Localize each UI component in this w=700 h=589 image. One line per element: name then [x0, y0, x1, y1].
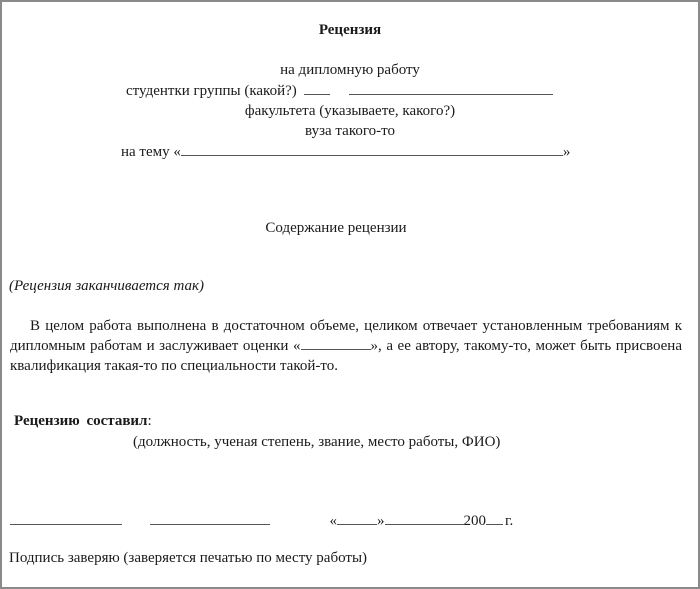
reviewer-label-line: [14, 412, 152, 430]
reviewer-label: Рецензию составил: [14, 413, 148, 429]
date-close-quote: »: [377, 513, 385, 529]
reviewer-details: (должность, ученая степень, звание, место работы, ФИО): [133, 434, 501, 450]
ending-note: (Рецензия заканчивается так): [9, 278, 205, 294]
group-number-blank[interactable]: [304, 82, 330, 95]
topic-blank[interactable]: [181, 143, 563, 156]
date-open-quote: «: [329, 513, 337, 529]
signature-blank[interactable]: [10, 512, 122, 525]
month-blank[interactable]: [385, 512, 464, 525]
certification-note: Подпись заверяю (заверяется печатью по месту работы): [9, 550, 368, 566]
header-line-group: [126, 82, 553, 100]
signature-row: [10, 512, 700, 530]
header-line-topic: [121, 143, 570, 161]
grade-blank[interactable]: [301, 337, 371, 350]
document-title: Рецензия: [318, 22, 382, 38]
conclusion-text-1: В целом работа выполнена в достаточном объеме, целиком отвечает установленным требованиям к дипломным работам и заслуживает оценки «: [10, 318, 682, 354]
section-heading: Содержание рецензии: [265, 220, 407, 236]
date-group: [330, 512, 514, 530]
group-label: студентки группы (какой?): [126, 83, 297, 99]
topic-label: на тему «: [121, 144, 181, 160]
year-prefix: 200: [463, 513, 486, 529]
header-line-thesis: на дипломную работу: [280, 62, 420, 78]
year-suffix: г.: [505, 513, 514, 529]
conclusion-paragraph: [10, 316, 682, 376]
year-blank[interactable]: [486, 512, 503, 525]
name-blank[interactable]: [150, 512, 270, 525]
topic-close-quote: »: [562, 144, 571, 160]
reviewer-colon: :: [147, 413, 152, 429]
header-line-university: вуза такого-то: [305, 123, 395, 139]
student-name-blank[interactable]: [349, 82, 553, 95]
header-line-faculty: факультета (указываете, какого?): [244, 103, 456, 119]
day-blank[interactable]: [337, 512, 377, 525]
conclusion-text-2: », а ее автору, такому-то, может быть присвоена квалификация такая-то по специальности такой-то.: [10, 338, 682, 374]
